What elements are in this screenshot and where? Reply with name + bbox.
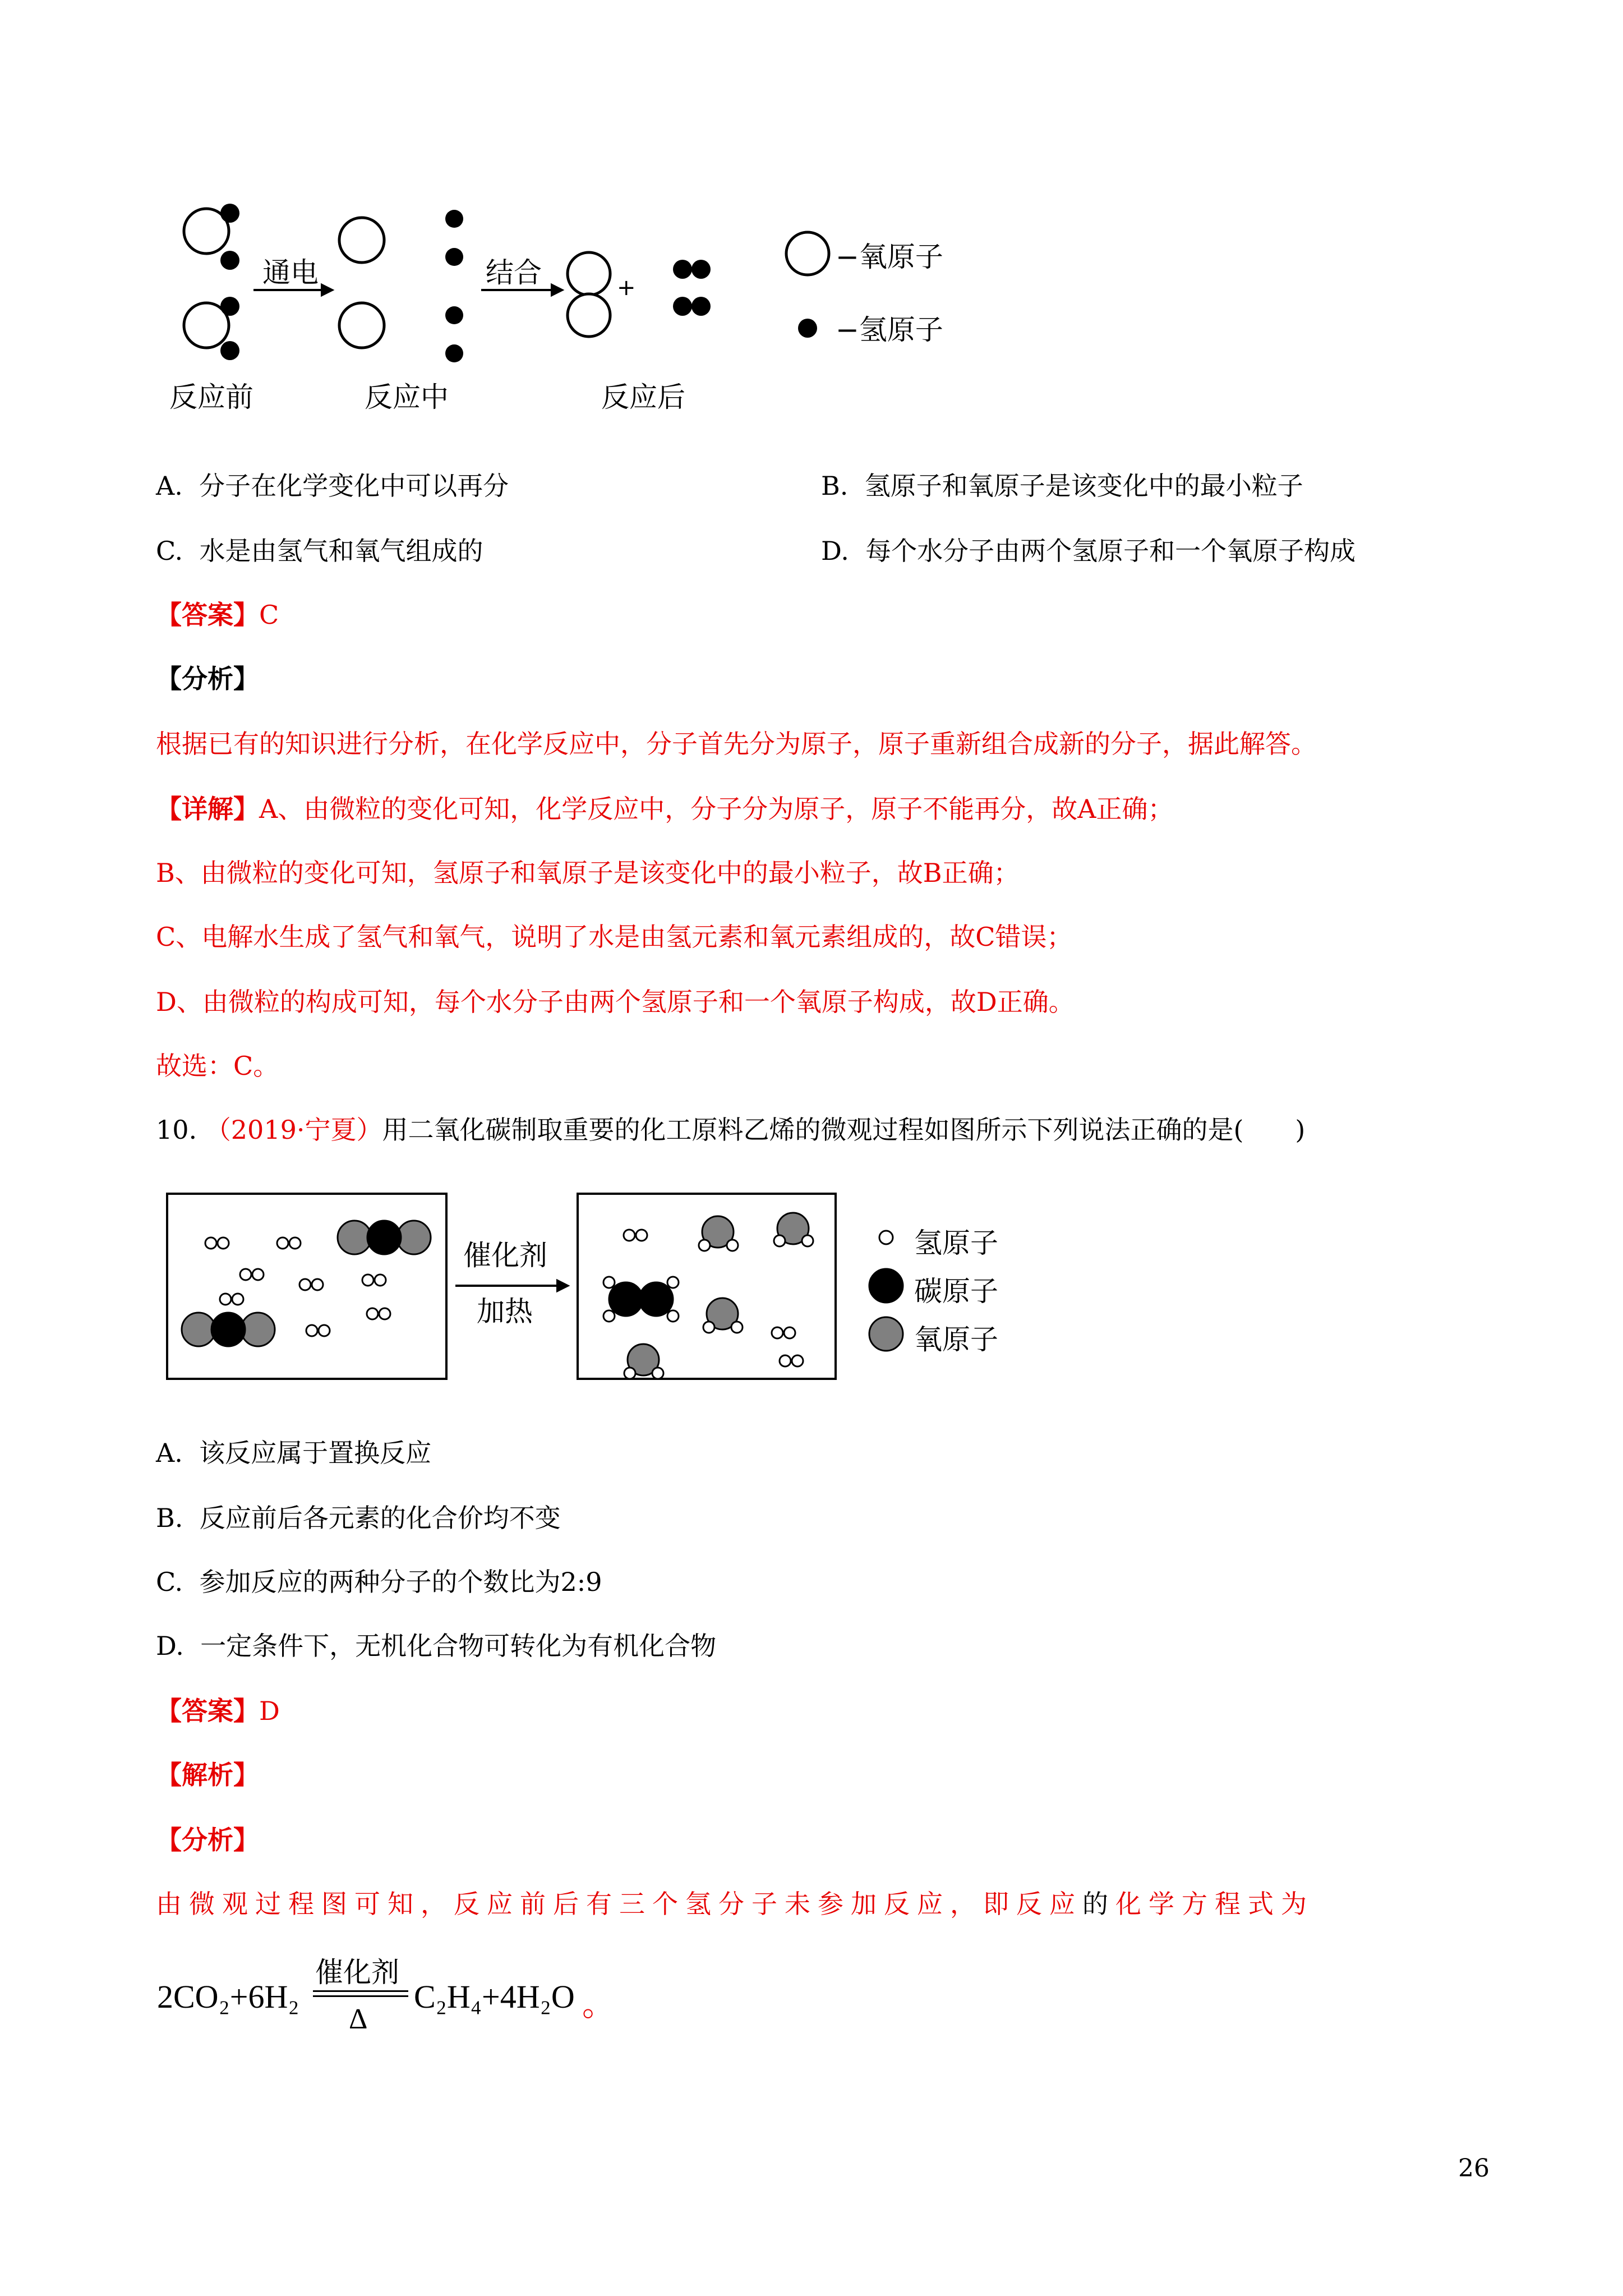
hydrogen-atom <box>277 1237 288 1249</box>
q9-option-d: D. 每个水分子由两个氢原子和一个氧原子构成 <box>821 536 1356 566</box>
hydrogen-atom <box>603 1310 615 1322</box>
oxygen-atom <box>397 1221 431 1254</box>
hydrogen-atom <box>445 306 463 324</box>
arrow1-label: 通电 <box>262 256 319 289</box>
hydrogen-atom <box>780 1355 791 1366</box>
hydrogen-atom <box>673 297 692 316</box>
hydrogen-atom <box>362 1274 374 1286</box>
legend-h-label: 氢原子 <box>914 1227 998 1259</box>
equals-double-line <box>313 1990 408 1997</box>
carbon-atom <box>211 1313 245 1346</box>
page-number: 26 <box>1458 2154 1490 2183</box>
equation-right: C₂H₄+4H₂O <box>414 1978 575 2015</box>
hydrogen-atom <box>289 1237 301 1249</box>
hydrogen-atom <box>667 1277 679 1288</box>
hydrogen-atom <box>220 297 239 316</box>
hydrogen-atom <box>802 1235 813 1246</box>
q9-detail-line-2: B、由微粒的变化可知，氢原子和氧原子是该变化中的最小粒子，故B正确； <box>156 858 1020 888</box>
arrow2-label: 结合 <box>486 256 542 289</box>
plus-sign: + <box>617 275 636 301</box>
q9-detail-line-4: D、由微粒的构成可知，每个水分子由两个氢原子和一个氧原子构成，故D正确。 <box>156 987 1075 1017</box>
q9-option-b: B. 氢原子和氧原子是该变化中的最小粒子 <box>821 471 1303 501</box>
equation-left: 2CO₂+6H₂ <box>157 1978 299 2015</box>
hydrogen-atom <box>220 1294 231 1305</box>
oxygen-atom <box>339 218 384 263</box>
stage-after-label: 反应后 <box>601 381 685 413</box>
hydrogen-atom <box>375 1274 386 1286</box>
condition-bottom: Δ <box>349 2003 368 2035</box>
arrow-top-label: 催化剂 <box>463 1239 547 1272</box>
q9-answer: 【答案】C <box>156 600 279 630</box>
hydrogen-atom <box>232 1294 243 1305</box>
legend-carbon-atom <box>869 1269 903 1303</box>
carbon-atom <box>609 1282 643 1316</box>
hydrogen-atom <box>205 1237 216 1249</box>
q10-option-a: A. 该反应属于置换反应 <box>156 1438 432 1468</box>
q10-option-c: C. 参加反应的两种分子的个数比为2:9 <box>156 1567 602 1597</box>
hydrogen-atom <box>445 344 463 362</box>
q10-analysis-text: 由微观过程图可知，反应前后有三个氢分子未参加反应，即反应的化学方程式为 <box>156 1889 1314 1919</box>
q9-option-a: A. 分子在化学变化中可以再分 <box>156 471 509 501</box>
q10-analysis-label: 【分析】 <box>156 1825 259 1855</box>
q9-detail-line-1: 【详解】A、由微粒的变化可知，化学反应中，分子分为原子，原子不能再分，故A正确； <box>156 794 1174 824</box>
hydrogen-atom <box>445 248 463 266</box>
hydrogen-atom <box>727 1240 738 1251</box>
hydrogen-atom <box>220 251 239 270</box>
q9-detail-line-3: C、电解水生成了氢气和氧气，说明了水是由氢元素和氧元素组成的，故C错误； <box>156 922 1073 952</box>
q9-option-c: C. 水是由氢气和氧气组成的 <box>156 536 483 566</box>
hydrogen-atom <box>218 1237 229 1249</box>
hydrogen-atom <box>703 1322 714 1333</box>
hydrogen-atom <box>673 260 692 279</box>
oxygen-atom <box>568 252 610 295</box>
hydrogen-atom <box>252 1269 264 1280</box>
legend-o-label: 氧原子 <box>914 1323 998 1356</box>
hydrogen-atom <box>691 260 711 279</box>
hydrogen-atom <box>652 1368 663 1379</box>
hydrogen-atom <box>772 1327 783 1338</box>
legend-hydrogen-atom <box>798 319 817 338</box>
hydrogen-atom <box>603 1277 615 1288</box>
oxygen-atom <box>568 294 610 337</box>
hydrogen-atom <box>699 1240 710 1251</box>
hydrogen-atom <box>306 1325 317 1336</box>
q10-jiexi-label: 【解析】 <box>156 1760 259 1790</box>
q10-stem: 10. （2019·宁夏）用二氧化碳制取重要的化工原料乙烯的微观过程如图所示下列说法正确的是( ) <box>156 1115 1306 1145</box>
oxygen-atom <box>241 1313 275 1346</box>
legend-oxygen-label: −氧原子 <box>836 241 943 273</box>
legend-c-label: 碳原子 <box>914 1275 998 1308</box>
stage-before-label: 反应前 <box>169 381 253 413</box>
hydrogen-atom <box>220 341 239 360</box>
hydrogen-atom <box>636 1230 647 1241</box>
hydrogen-atom <box>774 1235 785 1246</box>
hydrogen-atom <box>691 297 711 316</box>
chemical-equation <box>157 1958 718 2036</box>
equation-end: 。 <box>582 1986 615 2023</box>
condition-top: 催化剂 <box>315 1956 399 1989</box>
q10-answer: 【答案】D <box>156 1696 280 1726</box>
hydrogen-atom <box>667 1310 679 1322</box>
q9-analysis-label: 【分析】 <box>156 664 259 694</box>
hydrogen-atom <box>220 204 239 223</box>
q9-conclusion: 故选：C。 <box>156 1051 279 1081</box>
hydrogen-atom <box>731 1322 743 1333</box>
hydrogen-atom <box>299 1279 311 1290</box>
hydrogen-atom <box>792 1355 803 1366</box>
legend-oxygen-atom <box>786 232 829 275</box>
carbon-atom <box>367 1221 401 1254</box>
carbon-atom <box>639 1282 673 1316</box>
hydrogen-atom <box>240 1269 251 1280</box>
ethylene-reaction-diagram <box>163 1189 1038 1391</box>
oxygen-atom <box>339 303 384 348</box>
hydrogen-atom <box>445 210 463 228</box>
oxygen-atom <box>182 1313 215 1346</box>
hydrogen-atom <box>379 1308 390 1319</box>
legend-oxygen-atom <box>869 1317 903 1351</box>
q10-option-d: D. 一定条件下，无机化合物可转化为有机化合物 <box>156 1631 717 1661</box>
hydrogen-atom <box>624 1368 635 1379</box>
q10-option-b: B. 反应前后各元素的化合价均不变 <box>156 1503 561 1533</box>
oxygen-atom <box>338 1221 371 1254</box>
hydrogen-atom <box>624 1230 635 1241</box>
stage-during-label: 反应中 <box>365 381 449 413</box>
q9-analysis-text: 根据已有的知识进行分析，在化学反应中，分子首先分为原子，原子重新组合成新的分子，据此解答。 <box>156 729 1317 759</box>
arrow-bottom-label: 加热 <box>477 1295 533 1328</box>
hydrogen-atom <box>784 1327 795 1338</box>
hydrogen-atom <box>319 1325 330 1336</box>
legend-hydrogen-label: −氢原子 <box>836 314 943 346</box>
legend-hydrogen-atom <box>879 1231 893 1244</box>
hydrogen-atom <box>367 1308 378 1319</box>
hydrogen-atom <box>312 1279 323 1290</box>
